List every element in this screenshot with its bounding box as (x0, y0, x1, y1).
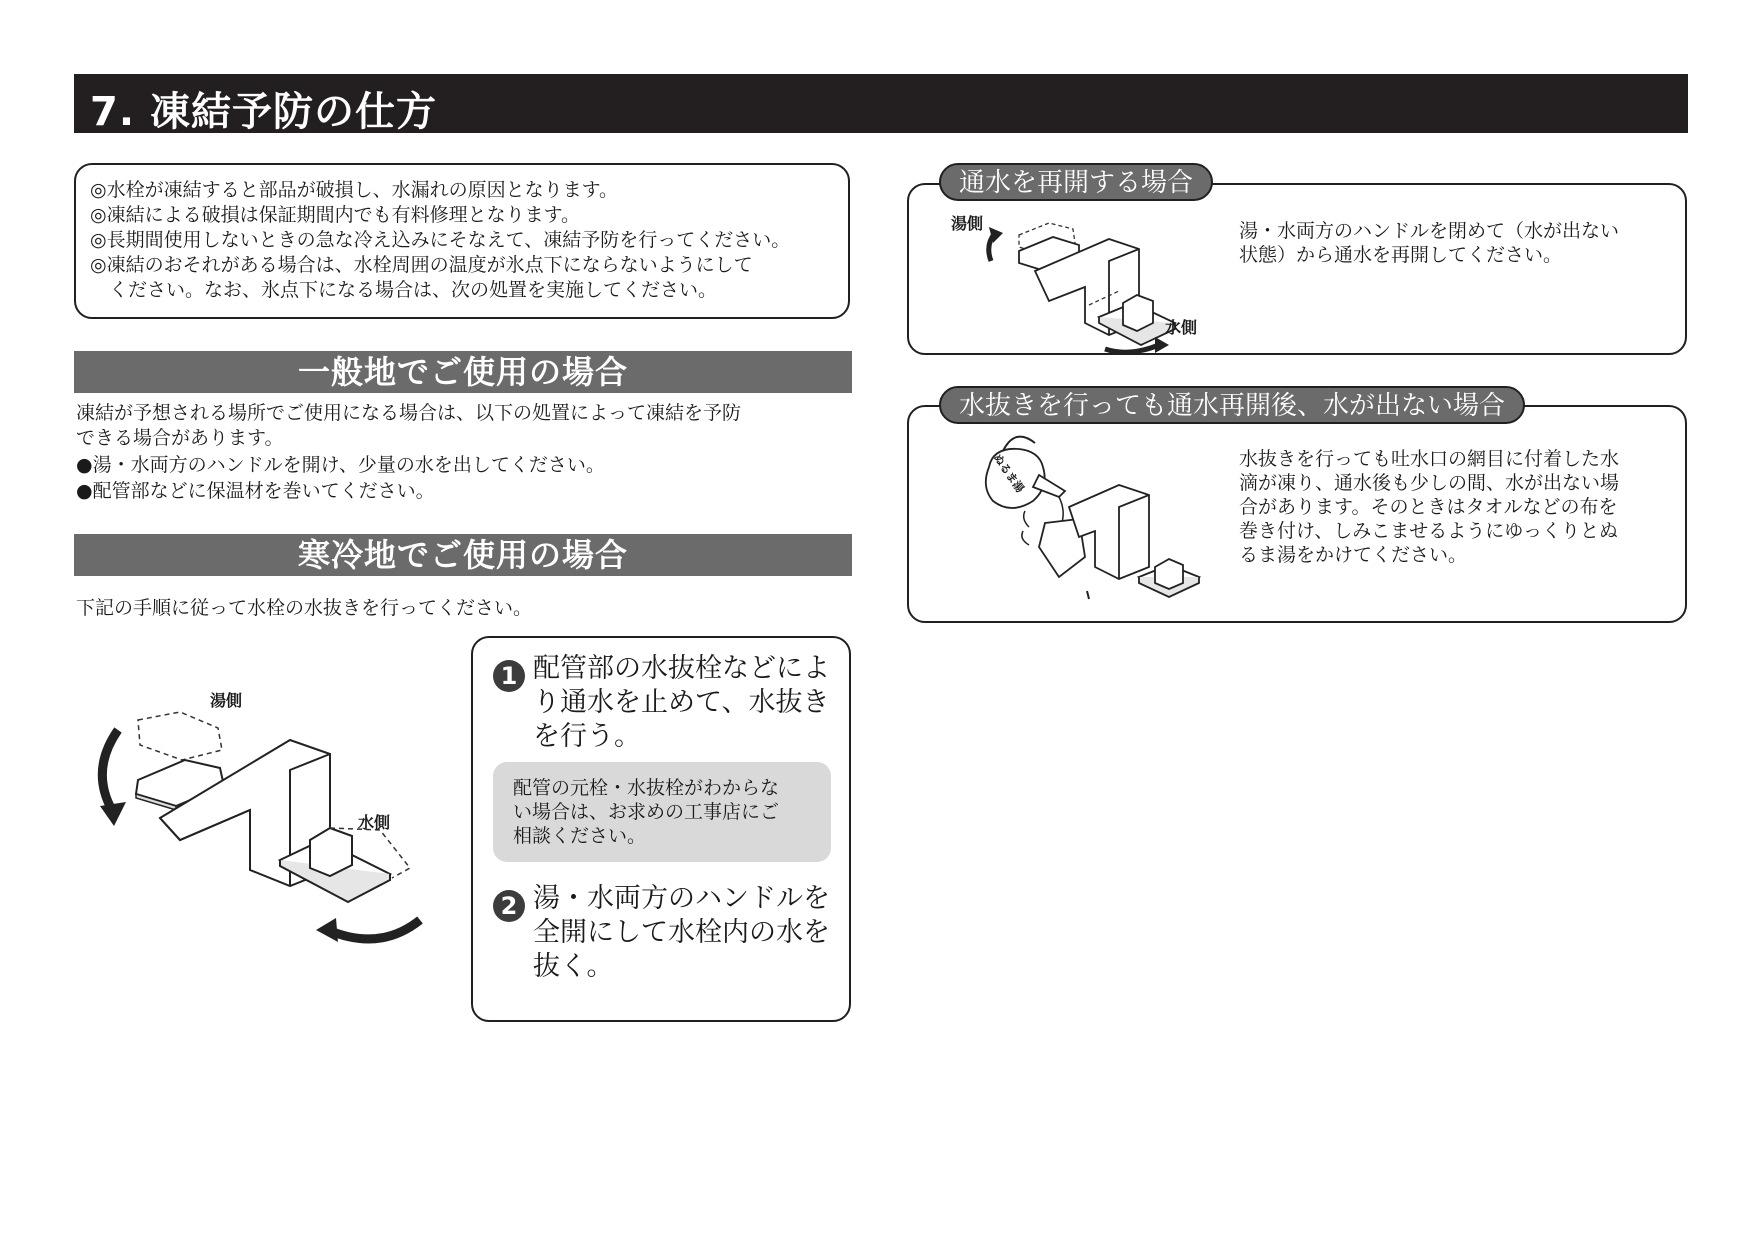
no-water-text-line: 滴が凍り、通水後も少しの間、水が出ない場 (1239, 472, 1620, 494)
page-title-bar (74, 74, 1688, 133)
step-2-line: 湯・水両方のハンドルを (533, 883, 830, 914)
resume-hot-label: 湯側 (951, 214, 984, 233)
no-water-panel (907, 405, 1687, 623)
step-1-number: 1 (493, 660, 525, 692)
steps-box (471, 636, 851, 1022)
resume-text-line: 状態）から通水を再開してください。 (1239, 244, 1563, 266)
notice-line: ◎長期間使用しないときの急な冷え込みにそなえて、凍結予防を行ってください。 (90, 229, 791, 251)
step-1-line: を行う。 (533, 721, 641, 752)
cold-intro: 下記の手順に従って水栓の水抜きを行ってください。 (76, 597, 533, 619)
faucet-diagram (90, 690, 450, 950)
note-line: い場合は、お求めの工事店にご (513, 801, 780, 823)
notice-line: ◎凍結による破損は保証期間内でも有料修理となります。 (90, 204, 581, 226)
notice-box (74, 163, 850, 319)
step-1-line: り通水を止めて、水抜き (533, 687, 830, 718)
notice-line: ◎凍結のおそれがある場合は、水栓周囲の温度が氷点下にならないようにして (90, 254, 753, 276)
resume-panel-tab: 通水を再開する場合 (939, 163, 1213, 201)
no-water-text-line: 巻き付け、しみこませるようにゆっくりとぬ (1239, 520, 1619, 542)
step-2-line: 全開にして水栓内の水を (533, 917, 830, 948)
no-water-panel-tab: 水抜きを行っても通水再開後、水が出ない場合 (939, 386, 1525, 424)
step-2-number: 2 (493, 890, 525, 922)
resume-text-line: 湯・水両方のハンドルを閉めて（水が出ない (1239, 220, 1620, 242)
step-1-line: 配管部の水抜栓などによ (533, 653, 830, 684)
note-line: 相談ください。 (513, 825, 647, 847)
general-text-line: できる場合があります。 (76, 427, 284, 449)
step-2-line: 抜く。 (533, 951, 614, 982)
general-bullet: ●湯・水両方のハンドルを開け、少量の水を出してください。 (76, 454, 605, 476)
no-water-text (1239, 447, 1619, 567)
resume-panel (907, 183, 1687, 355)
no-water-text-line: 合があります。そのときはタオルなどの布を (1239, 496, 1618, 518)
faucet-illustration (90, 690, 450, 950)
cold-side-label: 水側 (358, 813, 391, 832)
hot-side-label: 湯側 (210, 691, 243, 710)
notice-line: ◎水栓が凍結すると部品が破損し、水漏れの原因となります。 (90, 179, 619, 201)
no-water-text-line: 水抜きを行っても吐水口の網目に付着した水 (1239, 448, 1620, 470)
step-1-note (493, 762, 831, 862)
note-line: 配管の元栓・水抜栓がわからな (513, 777, 780, 799)
resume-text (1239, 219, 1619, 267)
resume-cold-label: 水側 (1165, 318, 1198, 337)
no-water-text-line: るま湯をかけてください。 (1239, 544, 1468, 566)
cold-section-header: 寒冷地でご使用の場合 (74, 534, 852, 576)
general-text-line: 凍結が予想される場所でご使用になる場合は、以下の処置によって凍結を予防 (76, 402, 742, 424)
kettle-label: ぬるま湯 (990, 451, 1027, 496)
page-title: 7. 凍結予防の仕方 (90, 89, 437, 135)
notice-line: ください。なお、氷点下になる場合は、次の処置を実施してください。 (90, 279, 718, 301)
general-section-header: 一般地でご使用の場合 (74, 351, 852, 393)
general-bullet: ●配管部などに保温材を巻いてください。 (76, 480, 435, 502)
